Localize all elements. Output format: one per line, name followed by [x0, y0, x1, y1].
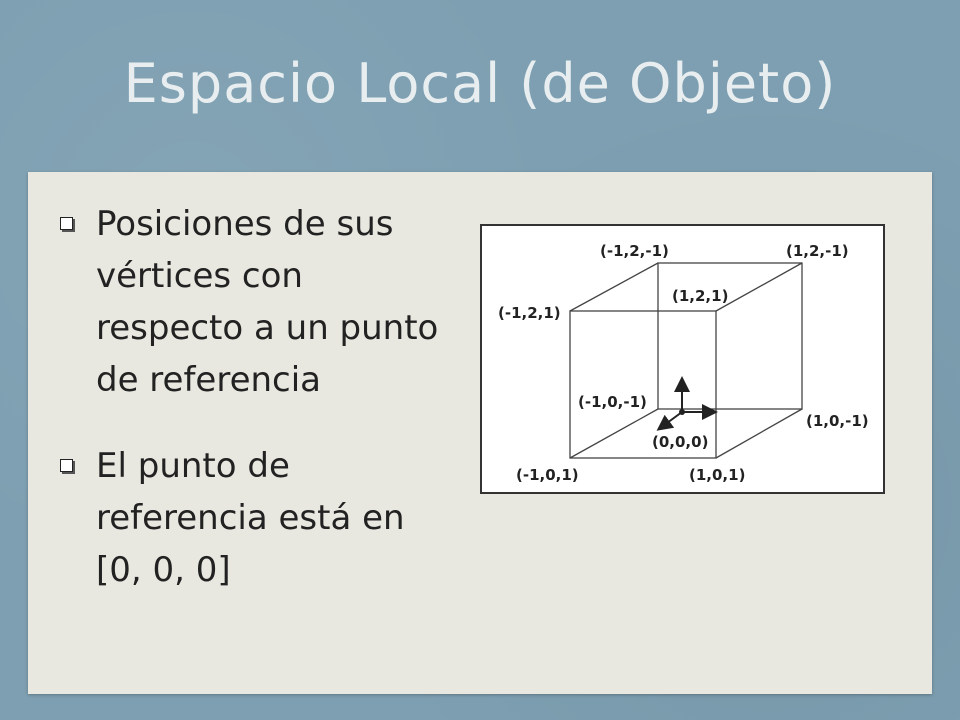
bullet-list — [58, 198, 458, 630]
bullet-item — [58, 198, 458, 406]
slide-title: Espacio Local (de Objeto) — [123, 52, 837, 115]
vertex-label-front-bottom-right: (1,0,1) — [689, 466, 746, 484]
z-axis-arrow — [663, 412, 682, 426]
vertex-label-back-top-left: (-1,2,-1) — [600, 242, 669, 260]
vertex-label-origin: (0,0,0) — [652, 433, 709, 451]
checkbox-bullet-icon — [60, 217, 73, 230]
bullet-text: El punto de referencia está en [0, 0, 0] — [96, 446, 405, 590]
vertex-label-front-top-left: (-1,2,1) — [498, 304, 561, 322]
vertex-label-front-bottom-left: (-1,0,1) — [516, 466, 579, 484]
cube-back-face — [658, 263, 802, 409]
vertex-label-back-bottom-left: (-1,0,-1) — [578, 393, 647, 411]
origin-axes — [663, 384, 710, 426]
vertex-label-back-bottom-right: (1,0,-1) — [806, 412, 869, 430]
vertex-label-front-top-right: (1,2,1) — [672, 287, 729, 305]
bullet-text: Posiciones de sus vértices con respecto a un punto de referencia — [96, 204, 439, 400]
vertex-label-back-top-right: (1,2,-1) — [786, 242, 849, 260]
cube-svg — [482, 226, 883, 492]
cube-diagram — [480, 224, 885, 494]
checkbox-bullet-icon — [60, 459, 73, 472]
origin-point — [679, 409, 685, 415]
bullet-item — [58, 440, 458, 596]
